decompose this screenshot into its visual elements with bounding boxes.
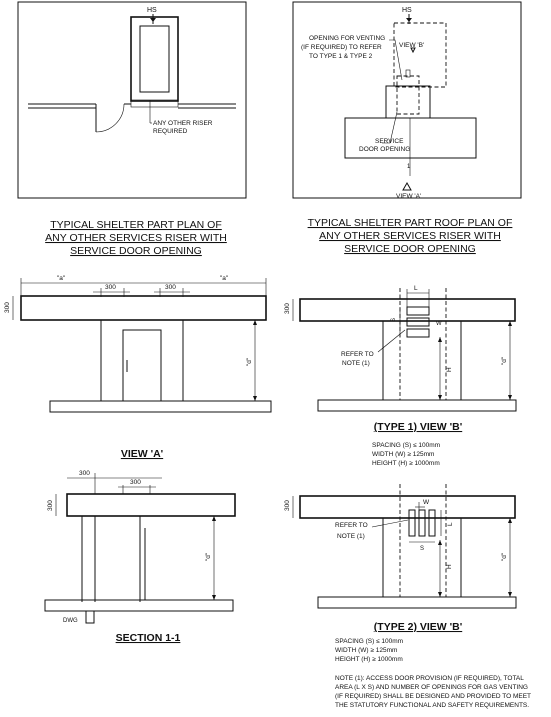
roof-title-line-2: ANY OTHER SERVICES RISER WITH: [319, 230, 501, 242]
view-a-drawing: [13, 278, 271, 412]
section-title: SECTION 1-1: [115, 632, 181, 644]
type1-dim-l: L: [414, 285, 418, 292]
view-a-dim-a-left: "a": [57, 275, 66, 282]
type2-title: (TYPE 2) VIEW 'B': [373, 621, 463, 633]
roof-hs-label: HS: [402, 7, 412, 14]
roof-vent-note-line-3: TO TYPE 1 & TYPE 2: [309, 53, 373, 60]
type1-view-b-drawing: [293, 288, 516, 411]
section-dim-d: "d": [205, 552, 212, 561]
type1-spec-spacing: SPACING (S) ≤ 100mm: [372, 442, 441, 449]
roof-section-mark: 1: [407, 164, 411, 170]
view-a-dim-300-left: 300: [105, 284, 116, 291]
type2-refer-line-2: NOTE (1): [337, 533, 365, 540]
plan-title-line-2: ANY OTHER SERVICES RISER WITH: [45, 232, 227, 244]
view-a-dim-a-right: "a": [220, 275, 229, 282]
type2-refer-line-1: REFER TO: [335, 522, 368, 529]
roof-title-line-1: TYPICAL SHELTER PART ROOF PLAN OF: [307, 217, 513, 229]
plan-title-line-1: TYPICAL SHELTER PART PLAN OF: [50, 219, 222, 231]
type1-dim-300: 300: [284, 303, 291, 314]
type1-dim-h: H: [446, 367, 453, 372]
section-dim-300-top: 300: [79, 470, 90, 477]
type2-view-b-drawing: [293, 484, 516, 608]
note-line-1: NOTE (1): ACCESS DOOR PROVISION (IF REQUIRED), TOTAL: [335, 675, 524, 682]
plan-hs-label: HS: [147, 7, 157, 14]
type1-title: (TYPE 1) VIEW 'B': [373, 421, 463, 433]
note-line-3: (IF REQUIRED) SHALL BE DESIGNED AND PROVIDED TO MEET: [335, 693, 531, 700]
roof-vent-note-line-1: OPENING FOR VENTING: [309, 35, 386, 42]
view-a-title: VIEW 'A': [120, 448, 164, 460]
type2-dim-l: L: [447, 522, 454, 526]
view-a-dim-300-right: 300: [165, 284, 176, 291]
note-line-4: THE STATUTORY FUNCTIONAL AND SAFETY REQUIREMENTS.: [335, 702, 530, 709]
plan-title-line-3: SERVICE DOOR OPENING: [70, 245, 202, 257]
type2-dim-d: "d": [501, 552, 508, 561]
type1-refer-line-1: REFER TO: [341, 351, 374, 358]
type2-spec-spacing: SPACING (S) ≤ 100mm: [335, 638, 404, 645]
roof-door-note-line-1: SERVICE: [375, 138, 404, 145]
type1-dim-w: W: [436, 321, 442, 327]
section-1-1-drawing: [45, 473, 235, 623]
section-dwg-label: DWG: [63, 618, 78, 624]
plan-riser-note-line-2: REQUIRED: [153, 128, 188, 135]
type2-dim-300: 300: [284, 500, 291, 511]
section-dim-300-slab: 300: [47, 500, 54, 511]
view-a-dim-300-slab: 300: [4, 302, 11, 313]
type2-dim-h: H: [446, 564, 453, 569]
section-dim-300-inner: 300: [130, 479, 141, 486]
type2-spec-height: HEIGHT (H) ≥ 1000mm: [335, 656, 403, 663]
type2-spec-width: WIDTH (W) ≥ 125mm: [335, 647, 398, 654]
plan-riser-note-line-1: ANY OTHER RISER: [153, 120, 213, 127]
type1-spec-width: WIDTH (W) ≥ 125mm: [372, 451, 435, 458]
type1-spec-height: HEIGHT (H) ≥ 1000mm: [372, 460, 440, 467]
view-a-dim-d: "d": [246, 357, 253, 366]
roof-title-line-3: SERVICE DOOR OPENING: [344, 243, 476, 255]
type1-dim-d: "d": [501, 356, 508, 365]
type1-dim-s: S: [391, 317, 397, 322]
type1-refer-line-2: NOTE (1): [342, 360, 370, 367]
type2-dim-w: W: [423, 499, 430, 506]
roof-vent-note-line-2: (IF REQUIRED) TO REFER: [301, 44, 382, 51]
roof-door-note-line-2: DOOR OPENING: [359, 146, 411, 153]
part-plan-drawing: [18, 2, 246, 198]
note-line-2: AREA (L X S) AND NUMBER OF OPENINGS FOR GAS VENTING: [335, 684, 528, 691]
roof-view-b-label: VIEW 'B': [399, 42, 425, 49]
type2-dim-s: S: [420, 546, 425, 552]
roof-view-a-label: VIEW 'A': [396, 193, 422, 200]
